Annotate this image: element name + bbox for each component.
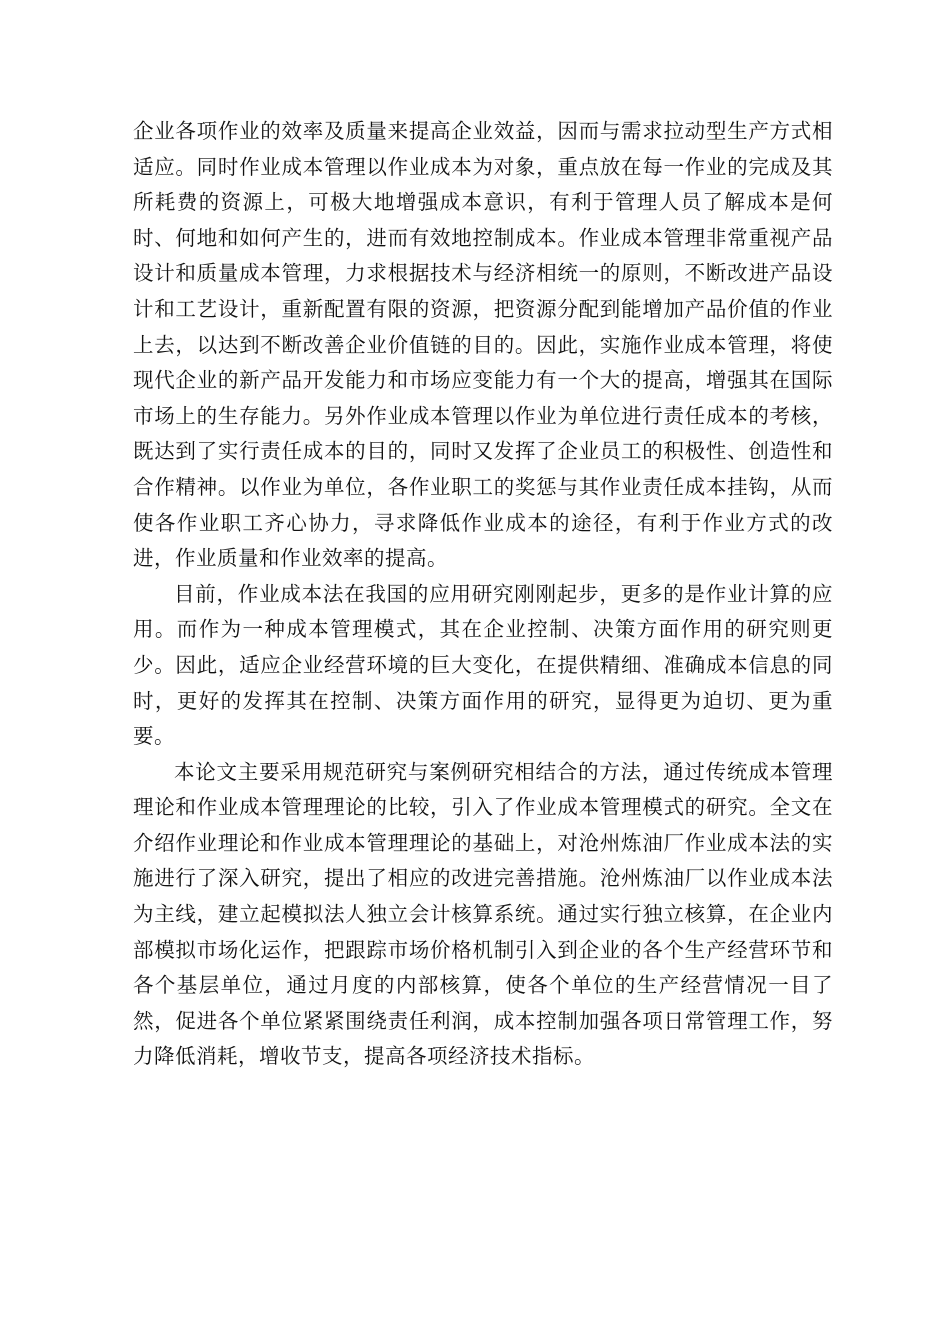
paragraph-continued: 企业各项作业的效率及质量来提高企业效益，因而与需求拉动型生产方式相适应。同时作业成本管理以作业成本为对象，重点放在每一作业的完成及其所耗费的资源上，可极大地增强成本意识，有利于管理人员了解成本是何时、何地和如何产生的，进而有效地控制成本。作业成本管理非常重视产品设计和质量成本管理，力求根据技术与经济相统一的原则，不断改进产品设计和工艺设计，重新配置有限的资源，把资源分配到能增加产品价值的作业上去，以达到不断改善企业价值链的目的。因此，实施作业成本管理，将使现代企业的新产品开发能力和市场应变能力有一个大的提高，增强其在国际市场上的生存能力。另外作业成本管理以作业为单位进行责任成本的考核，既达到了实行责任成本的目的，同时又发挥了企业员工的积极性、创造性和合作精神。以作业为单位，各作业职工的奖惩与其作业责任成本挂钩，从而使各作业职工齐心协力，寻求降低作业成本的途径，有利于作业方式的改进，作业质量和作业效率的提高。	[133, 119, 833, 571]
paragraph-thesis-method: 本论文主要采用规范研究与案例研究相结合的方法，通过传统成本管理理论和作业成本管理理论的比较，引入了作业成本管理模式的研究。全文在介绍作业理论和作业成本管理理论的基础上，对沧州炼油厂作业成本法的实施进行了深入研究，提出了相应的改进完善措施。沧州炼油厂以作业成本法为主线，建立起模拟法人独立会计核算系统。通过实行独立核算，在企业内部模拟市场化运作，把跟踪市场价格机制引入到企业的各个生产经营环节和各个基层单位，通过月度的内部核算，使各个单位的生产经营情况一目了然，促进各个单位紧紧围绕责任利润，成本控制加强各项日常管理工作，努力降低消耗，增收节支，提高各项经济技术指标。	[133, 759, 833, 1069]
body-text	[133, 114, 833, 1075]
paragraph-current-status: 目前，作业成本法在我国的应用研究刚刚起步，更多的是作业计算的应用。而作为一种成本管理模式，其在企业控制、决策方面作用的研究则更少。因此，适应企业经营环境的巨大变化，在提供精细、准确成本信息的同时，更好的发挥其在控制、决策方面作用的研究，显得更为迫切、更为重要。	[133, 581, 833, 749]
